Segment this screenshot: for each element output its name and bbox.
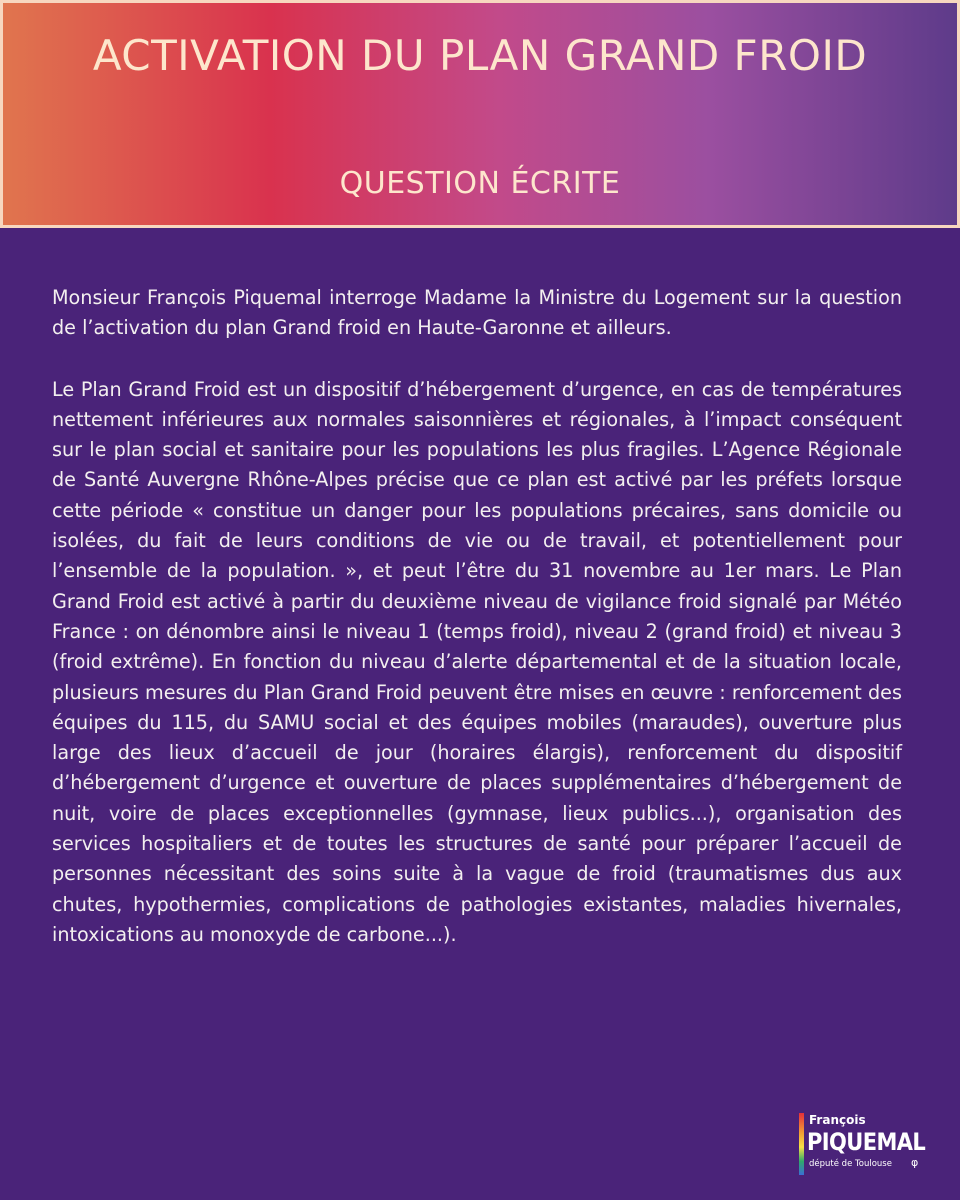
logo-first-name: François [809,1113,866,1127]
page-title: ACTIVATION DU PLAN GRAND FROID [92,31,868,80]
logo-last-name: PIQUEMAL [807,1128,926,1156]
question-body [52,283,902,950]
page-subtitle: QUESTION ÉCRITE [339,166,621,201]
detail-paragraph: Le Plan Grand Froid est un dispositif d’hébergement d’urgence, en cas de températures nettement inférieures aux normales saisonnières et régionales, à l’impact conséquent sur le plan social et sanitaire pour les populations les plus fragiles. L’Agence Régionale de Santé Auvergne Rhône-Alpes précise que ce plan est activé par les préfets lorsque cette période « constitue un danger pour les populations précaires, sans domicile ou isolées, du fait de leurs conditions de vie ou de travail, et potentiellement pour l’ensemble de la population. », et peut l’être du 31 novembre au 1er mars. Le Plan Grand Froid est activé à partir du deuxième niveau de vigilance froid signalé par Météo France : on dénombre ainsi le niveau 1 (temps froid), niveau 2 (grand froid) et niveau 3 (froid extrême). En fonction du niveau d’alerte départemental et de la situation locale, plusieurs mesures du Plan Grand Froid peuvent être mises en œuvre : renforcement des équipes du 115, du SAMU social et des équipes mobiles (maraudes), ouverture plus large des lieux d’accueil de jour (horaires élargis), renforcement du dispositif d’hébergement d’urgence et ouverture de places supplémentaires d’hébergement de nuit, voire de places exceptionnelles (gymnase, lieux publics...), organisation des services hospitaliers et de toutes les structures de santé pour préparer l’accueil de personnes nécessitant des soins suite à la vague de froid (traumatismes dus aux chutes, hypothermies, complications de pathologies existantes, maladies hivernales, intoxications au monoxyde de carbone...). [52,377,902,946]
header-banner [0,0,960,228]
logo-color-bar [799,1113,804,1175]
phi-icon: φ [911,1156,919,1169]
logo-role: député de Toulouse [809,1159,892,1169]
deputy-logo [799,1113,926,1175]
intro-paragraph: Monsieur François Piquemal interroge Madame la Ministre du Logement sur la question de l’activation du plan Grand froid en Haute-Garonne et ailleurs. [52,286,902,340]
